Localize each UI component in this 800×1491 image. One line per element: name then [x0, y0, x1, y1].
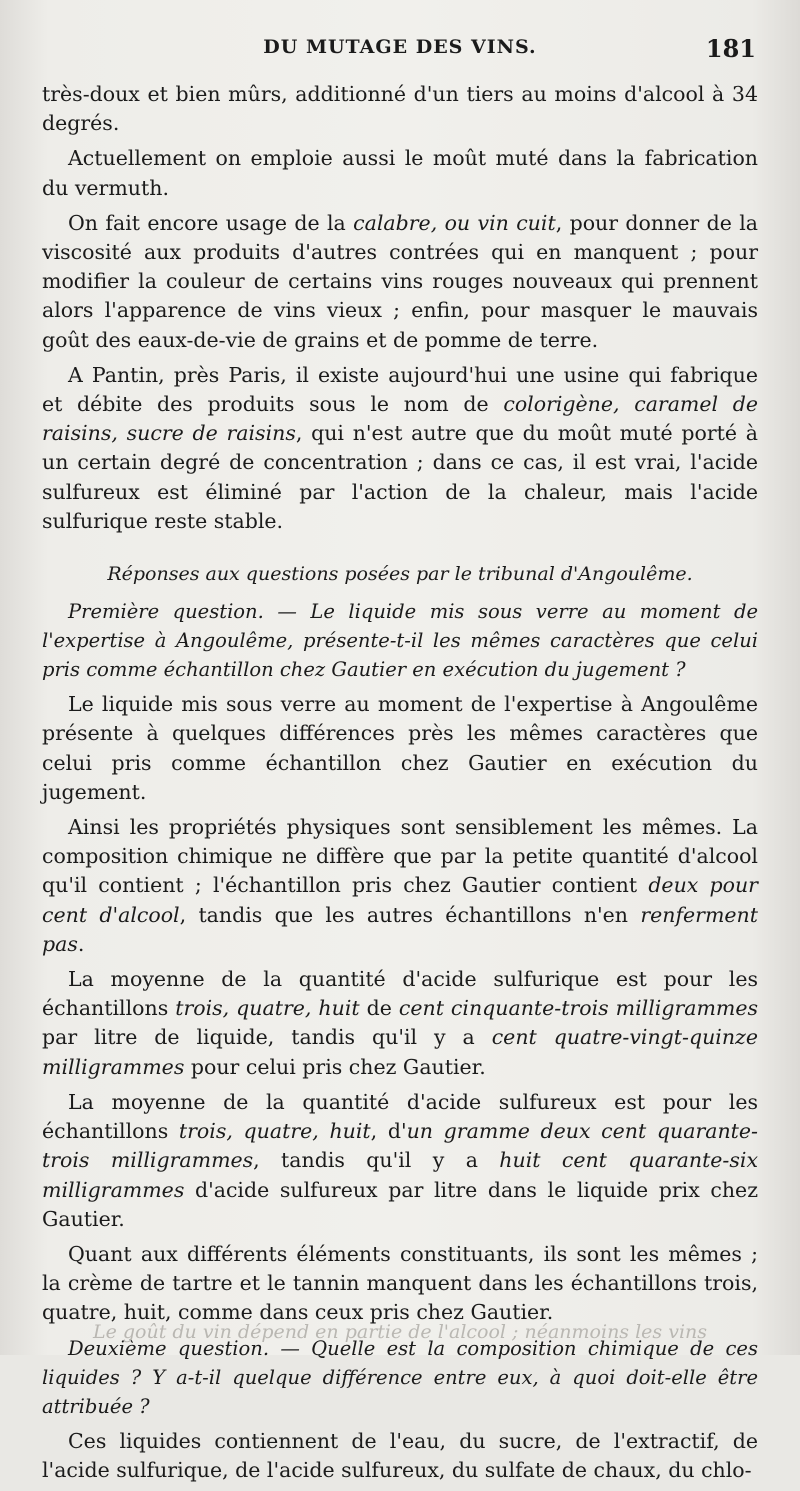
running-title: DU MUTAGE DES VINS. [263, 36, 537, 58]
question-2-text: — Quelle est la composition chimique de ces liquides ? Y a-t-il quelque différence entre eux, à quoi doit-elle être attribuée ? [42, 1336, 758, 1418]
page-number: 181 [705, 34, 756, 63]
answer-5: Quant aux différents éléments constituants, ils sont les mêmes ; la crème de tartre et le tannin manquent dans les échantillons trois, quatre, huit, comme dans ceux pris chez Gautier. [42, 1241, 758, 1325]
answer-2: Ainsi les propriétés physiques sont sensiblement les mêmes. La composition chimique ne diffère que par la petite quantité d'alcool qu'il contient ; l'échantillon pris chez Gautier contient deux pour cent d'alcool, tandis que les autres échantillons n'en renferment pas. [42, 815, 758, 956]
question-2-label: Deuxième question. [68, 1336, 270, 1360]
bleed-through-text: Le goût du vin dépend en partie de l'alcool ; néanmoins les vins [92, 1321, 708, 1343]
question-2 [42, 1334, 758, 1421]
page-header [40, 34, 760, 70]
paragraph-pantin: A Pantin, près Paris, il existe aujourd'hui une usine qui fabrique et débite des produits sous le nom de colorigène, caramel de raisins, sucre de raisins, qui n'est autre que du moût muté porté à un certain degré de concentration ; dans ce cas, il est vrai, l'acide sulfureux est éliminé par l'action de la chaleur, mais l'acide sulfurique reste stable. [42, 362, 759, 533]
page-body [42, 80, 758, 1491]
paragraph-vermuth: Actuellement on emploie aussi le moût muté dans la fabrication du vermuth. [42, 146, 758, 200]
question-1 [42, 597, 758, 684]
question-1-label: Première question. [68, 600, 264, 624]
paragraph-calabre: On fait encore usage de la calabre, ou vin cuit, pour donner de la viscosité aux produits d'autres contrées qui en manquent ; pour modifier la couleur de certains vins rouges nouveaux qui prennent alors l'apparence de vins vieux ; enfin, pour masquer le mauvais goût des eaux-de-vie de grains et de pomme de terre. [42, 210, 758, 352]
question-1-text: — Le liquide mis sous verre au moment de l'expertise à Angoulême, présente-t-il les mêmes caractères que celui pris comme échantillon chez Gautier en exécution du jugement ? [42, 600, 759, 682]
paragraph-composition: Ces liquides contiennent de l'eau, du sucre, de l'extractif, de l'acide sulfurique, de l'acide sulfureux, du sulfate de chaux, du chlo- [42, 1428, 758, 1482]
section-heading: Réponses aux questions posées par le tribunal d'Angoulême. [107, 563, 693, 586]
answer-1: Le liquide mis sous verre au moment de l'expertise à Angoulême présente à quelques différences près les mêmes caractères que celui pris comme échantillon chez Gautier en exécution du jugement. [42, 692, 758, 804]
answer-3: La moyenne de la quantité d'acide sulfurique est pour les échantillons trois, quatre, huit de cent cinquante-trois milligrammes par litre de liquide, tandis qu'il y a cent quatre-vingt-quinze milligrammes pour celui pris chez Gautier. [42, 967, 758, 1079]
answer-4: La moyenne de la quantité d'acide sulfureux est pour les échantillons trois, quatre, huit, d'un gramme deux cent quarante-trois milligrammes, tandis qu'il y a huit cent quarante-six milligrammes d'acide sulfureux par litre dans le liquide prix chez Gautier. [42, 1089, 759, 1231]
paragraph-continuation: très-doux et bien mûrs, additionné d'un tiers au moins d'alcool à 34 degrés. [42, 82, 758, 136]
